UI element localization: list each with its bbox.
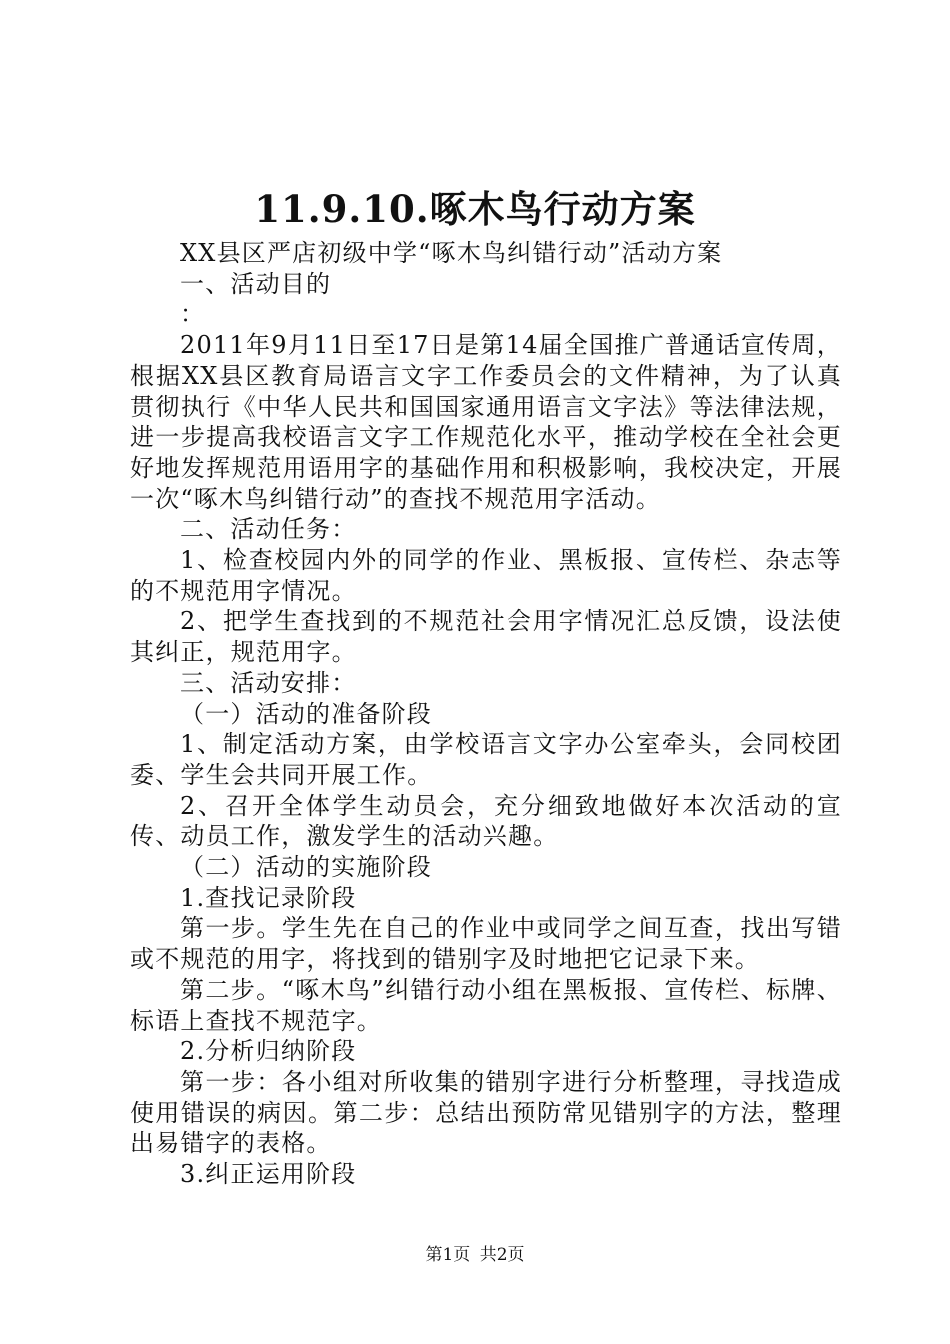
document-body [130, 238, 842, 1190]
paragraph-section-1: 一、活动目的 [180, 269, 332, 298]
paragraph-stage-1: 1.查找记录阶段 [180, 883, 357, 912]
paragraph-section-3: 三、活动安排： [180, 668, 357, 697]
page-footer [0, 1244, 950, 1266]
paragraph-stage-1-step-1: 第一步。学生先在自己的作业中或同学之间互查，找出写错或不规范的用字，将找到的错别字及时地把它记录下来。 [130, 914, 842, 974]
paragraph-subsection-1: （一）活动的准备阶段 [180, 699, 432, 728]
page-total: 共2页 [479, 1245, 525, 1265]
page-number: 第1页 [425, 1245, 471, 1265]
paragraph-purpose: 2011年9月11日至17日是第14届全国推广普通话宣传周，根据XX县区教育局语言文字工作委员会的文件精神，为了认真贯彻执行《中华人民共和国国家通用语言文字法》等法律法规，进一步提高我校语言文字工作规范化水平，推动学校在全社会更好地发挥规范用语用字的基础作用和积极影响，我校决定，开展一次“啄木鸟纠错行动”的查找不规范用字活动。 [130, 331, 842, 513]
paragraph-colon: ： [180, 300, 206, 329]
document-title: 11.9.10.啄木鸟行动方案 [254, 187, 696, 231]
paragraph-section-2: 二、活动任务： [180, 515, 357, 544]
paragraph-task-1: 1、检查校园内外的同学的作业、黑板报、宣传栏、杂志等的不规范用字情况。 [130, 546, 842, 605]
paragraph-task-2: 2、把学生查找到的不规范社会用字情况汇总反馈，设法使其纠正，规范用字。 [130, 607, 842, 667]
paragraph-stage-2-steps: 第一步：各小组对所收集的错别字进行分析整理，寻找造成使用错误的病因。第二步：总结出预防常见错别字的方法，整理出易错字的表格。 [130, 1067, 842, 1158]
paragraph-prep-1: 1、制定活动方案，由学校语言文字办公室牵头，会同校团委、学生会共同开展工作。 [130, 730, 842, 789]
paragraph-stage-1-step-2: 第二步。“啄木鸟”纠错行动小组在黑板报、宣传栏、标牌、标语上查找不规范字。 [130, 975, 842, 1035]
paragraph-heading: XX县区严店初级中学“啄木鸟纠错行动”活动方案 [180, 239, 723, 267]
paragraph-stage-3: 3.纠正运用阶段 [180, 1160, 357, 1189]
paragraph-stage-2: 2.分析归纳阶段 [180, 1037, 357, 1066]
paragraph-prep-2: 2、召开全体学生动员会，充分细致地做好本次活动的宣传、动员工作，激发学生的活动兴趣。 [130, 791, 842, 851]
paragraph-subsection-2: （二）活动的实施阶段 [180, 853, 432, 882]
